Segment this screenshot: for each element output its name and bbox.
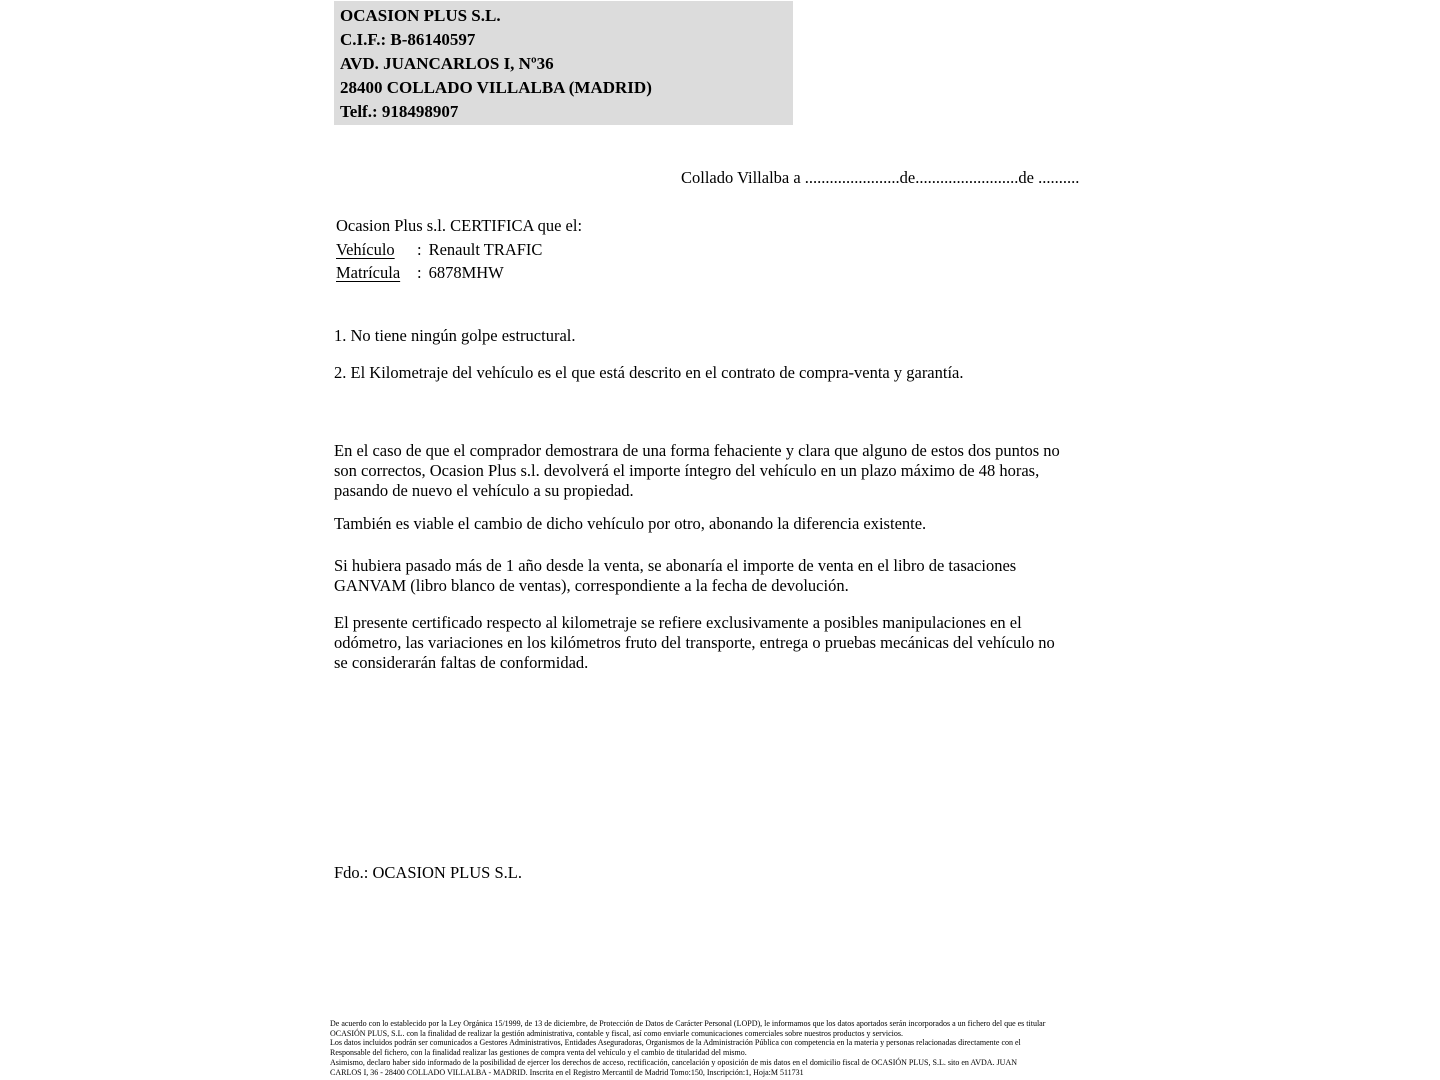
company-name: OCASION PLUS S.L.: [340, 6, 501, 25]
plate-label-box: [336, 261, 417, 285]
vehicle-value: Renault TRAFIC: [428, 239, 543, 259]
company-address: AVD. JUANCARLOS I, Nº36: [340, 54, 554, 73]
fine-print-line: De acuerdo con lo establecido por la Ley Orgánica 15/1999, de 13 de diciembre, de Protección de Datos de Carácter Personal (LOPD), le informamos que los datos aportados serán incorporados a un fichero del que es titular: [330, 1019, 1046, 1028]
vehicle-separator: :: [417, 239, 422, 259]
paragraph-odometer: [334, 613, 1055, 672]
legal-fine-print: [330, 1019, 1045, 1077]
vehicle-label: Vehículo: [336, 239, 395, 259]
fine-print-line: OCASIÓN PLUS, S.L. con la finalidad de realizar la gestión administrativa, contable y fiscal, así como enviarle comunicaciones comerciales sobre nuestros productos y servicios.: [330, 1028, 903, 1038]
certified-item-2: 2. El Kilometraje del vehículo es el que está descrito en el contrato de compra-venta y garantía.: [334, 363, 964, 382]
paragraph-line: se considerarán faltas de conformidad.: [334, 652, 589, 672]
fine-print-line: Asimismo, declaro haber sido informado de la posibilidad de ejercer los derechos de acceso, rectificación, cancelación y oposición de mis datos en el domicilio fiscal de OCASIÓN PLUS, S.L. sito en AVDA. JUAN: [330, 1057, 1018, 1067]
paragraph-ganvam: [334, 556, 1016, 596]
vehicle-label-box: [336, 238, 417, 262]
company-phone: Telf.: 918498907: [340, 102, 459, 121]
paragraph-line: También es viable el cambio de dicho vehículo por otro, abonando la diferencia existente.: [334, 514, 927, 533]
company-city: 28400 COLLADO VILLALBA (MADRID): [340, 78, 652, 97]
paragraph-exchange: [334, 514, 926, 534]
company-header-block: [334, 1, 793, 125]
paragraph-line: pasando de nuevo el vehículo a su propiedad.: [334, 480, 634, 500]
plate-value: 6878MHW: [428, 263, 504, 282]
date-line: Collado Villalba a .......................de.........................de ..........: [681, 168, 1080, 187]
fine-print-line: Los datos incluidos podrán ser comunicados a Gestores Administrativos, Entidades Aseguradoras, Organismos de la Administración Pública con competencia en la materia y personas relacionadas directamente con el: [330, 1038, 1021, 1048]
certification-intro: Ocasion Plus s.l. CERTIFICA que el:: [336, 216, 583, 235]
paragraph-line: son correctos, Ocasion Plus s.l. devolverá el importe íntegro del vehículo en un plazo máximo de 48 horas,: [334, 460, 1040, 480]
paragraph-line: GANVAM (libro blanco de ventas), correspondiente a la fecha de devolución.: [334, 575, 849, 595]
paragraph-refund: [334, 441, 1060, 500]
plate-separator: :: [417, 263, 422, 282]
paragraph-line: El presente certificado respecto al kilometraje se refiere exclusivamente a posibles manipulaciones en el: [334, 613, 1022, 632]
certification-block: [336, 214, 582, 285]
fine-print-line: Responsable del fichero, con la finalidad realizar las gestiones de compra venta del vehículo y el cambio de titularidad del mismo.: [330, 1048, 747, 1058]
fine-print-line: CARLOS I, 36 - 28400 COLLADO VILLALBA - MADRID. Inscrita en el Registro Mercantil de Madrid Tomo:150, Inscripción:1, Hoja:M 511731: [330, 1067, 804, 1077]
plate-field-row: [336, 261, 582, 285]
paragraph-line: odómetro, las variaciones en los kilómetros fruto del transporte, entrega o pruebas mecánicas del vehículo no: [334, 632, 1055, 652]
plate-label: Matrícula: [336, 263, 401, 282]
company-cif: C.I.F.: B-86140597: [340, 30, 476, 49]
signature-line: Fdo.: OCASION PLUS S.L.: [334, 863, 522, 882]
vehicle-field-row: [336, 238, 582, 262]
certified-item-1: 1. No tiene ningún golpe estructural.: [334, 326, 576, 345]
paragraph-line: En el caso de que el comprador demostrara de una forma fehaciente y clara que alguno de estos dos puntos no: [334, 441, 1060, 460]
paragraph-line: Si hubiera pasado más de 1 año desde la venta, se abonaría el importe de venta en el libro de tasaciones: [334, 556, 1017, 575]
